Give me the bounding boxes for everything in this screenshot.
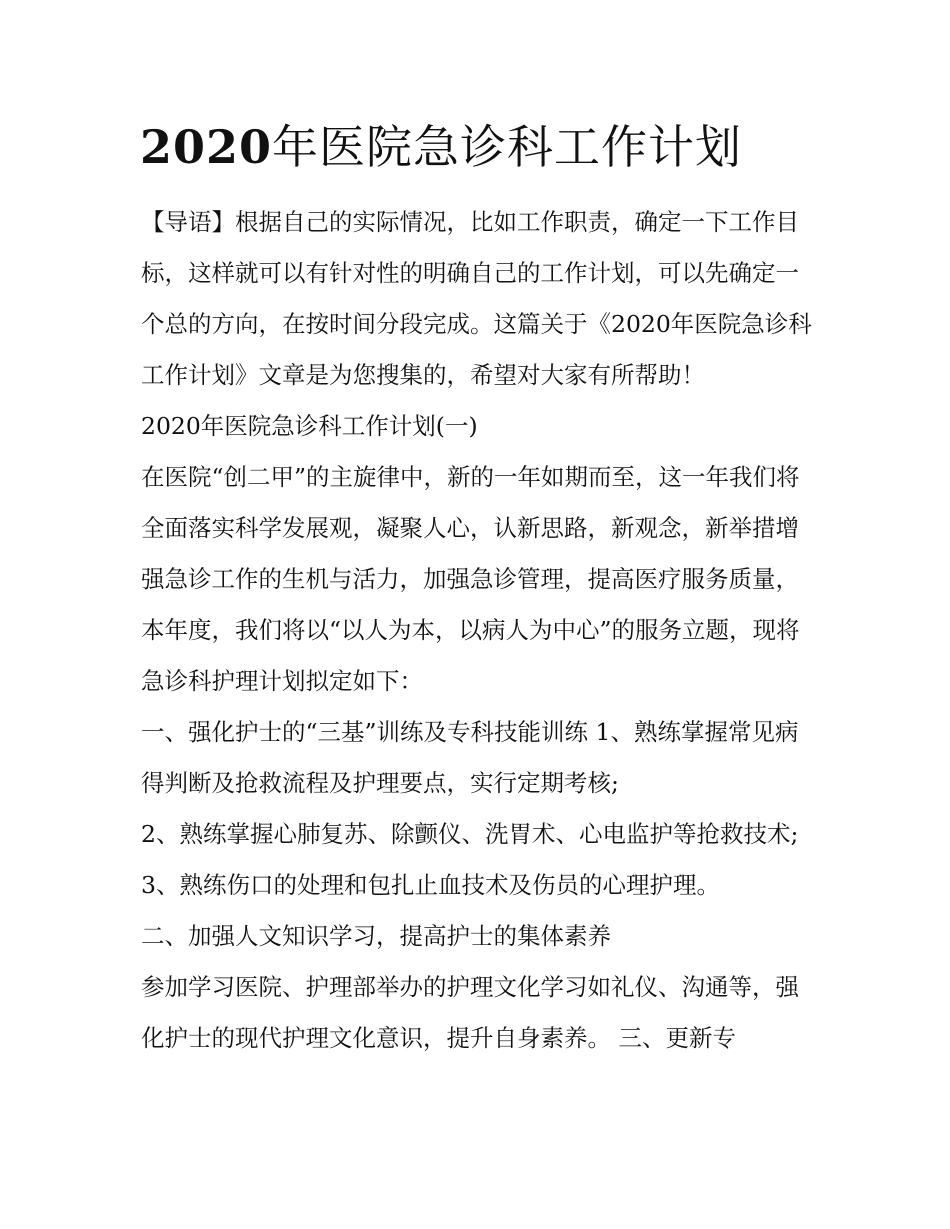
list-item: 一、强化护士的“三基”训练及专科技能训练 1、熟练掌握常见病得判断及抢救流程及护理要点，实行定期考核;	[141, 718, 799, 797]
document-title	[140, 112, 840, 182]
document-body	[141, 197, 813, 1064]
intro-paragraph: 【导语】根据自己的实际情况，比如工作职责，确定一下工作目标，这样就可以有针对性的明确自己的工作计划，可以先确定一个总的方向，在按时间分段完成。这篇关于《2020年医院急诊科工作计划》文章是为您搜集的，希望对大家有所帮助！	[141, 208, 812, 389]
title-text: 年医院急诊科工作计划	[272, 120, 743, 174]
section-heading: 2020年医院急诊科工作计划(一)	[141, 412, 478, 440]
title-year: 2020	[140, 120, 273, 174]
body-paragraph: 参加学习医院、护理部举办的护理文化学习如礼仪、沟通等，强化护士的现代护理文化意识，提升自身素养。 三、更新专	[141, 973, 799, 1052]
list-item: 2、熟练掌握心肺复苏、除颤仪、洗胃术、心电监护等抢救技术; 3、熟练伤口的处理和包扎止血技术及伤员的心理护理。	[141, 820, 799, 899]
body-paragraph: 在医院“创二甲”的主旋律中，新的一年如期而至，这一年我们将全面落实科学发展观，凝聚人心，认新思路，新观念，新举措增强急诊工作的生机与活力，加强急诊管理，提高医疗服务质量，本年度，我们将以“以人为本，以病人为中心”的服务立题，现将急诊科护理计划拟定如下：	[141, 463, 800, 695]
section-heading: 二、加强人文知识学习，提高护士的集体素养	[141, 922, 611, 950]
